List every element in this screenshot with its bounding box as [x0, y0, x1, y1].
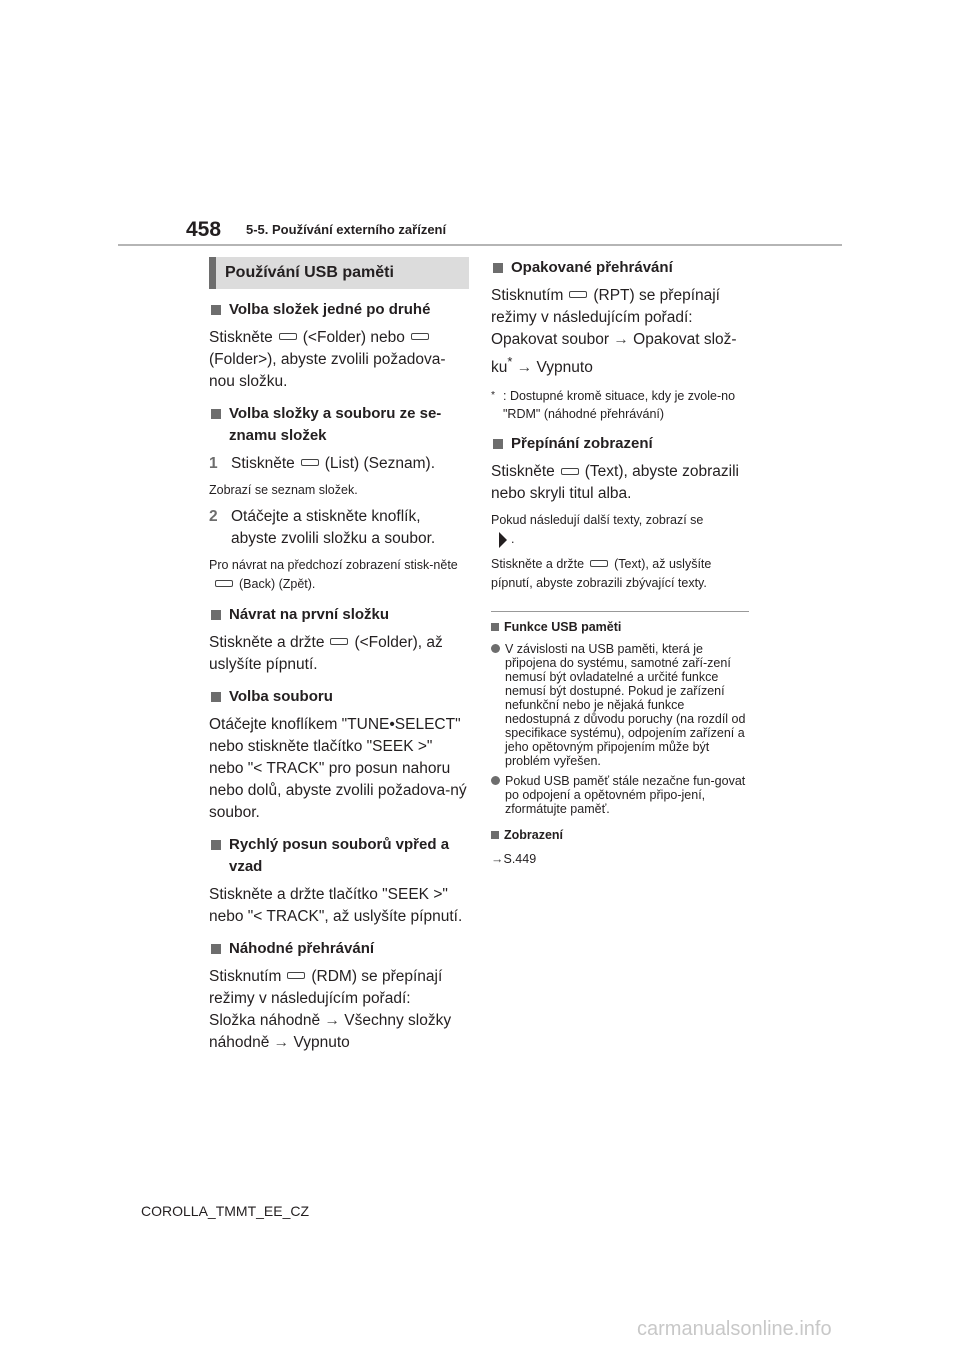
page-number: 458 — [186, 218, 222, 241]
note: Stiskněte a držte (Text), až uslyšíte pípnutí, abyste zobrazili zbývající texty. — [491, 557, 712, 591]
square-bullet-icon — [491, 623, 499, 631]
note: Zobrazí se seznam složek. — [209, 483, 358, 497]
list-item: Pokud USB paměť stále nezačne fun-govat po odpojení a opětovném připo-jení, zformátujte paměť. — [491, 774, 749, 816]
paragraph: Stiskněte a držte (<Folder), až uslyšíte pípnutí. — [209, 634, 443, 673]
header-divider — [118, 244, 842, 246]
square-bullet-icon — [493, 439, 503, 449]
button-icon — [561, 468, 579, 475]
heading-folder-select: Volba složek jedné po druhé — [209, 299, 469, 321]
paragraph: Stisknutím (RPT) se přepínají režimy v následujícím pořadí: Opakovat soubor → Opakovat slož-ku* → Vypnuto — [491, 287, 737, 377]
info-divider — [491, 611, 749, 612]
step-1: 1 Stiskněte (List) (Seznam). — [209, 455, 436, 472]
left-column — [209, 257, 469, 1054]
button-icon — [301, 459, 319, 466]
heading-repeat-play: Opakované přehrávání — [491, 257, 749, 279]
square-bullet-icon — [211, 840, 221, 850]
more-text-arrow-icon — [499, 532, 507, 548]
note: Pokud následují další texty, zobrazí se . — [491, 513, 704, 547]
button-icon — [279, 333, 297, 340]
arrow-icon: → — [613, 331, 629, 348]
right-column — [491, 257, 749, 866]
paragraph: Otáčejte knoflíkem "TUNE•SELECT" nebo stiskněte tlačítko "SEEK >" nebo "< TRACK" pro posun nahoru nebo dolů, abyste zvolili požadova-ný soubor. — [209, 716, 467, 821]
button-icon — [569, 291, 587, 298]
square-bullet-icon — [491, 831, 499, 839]
square-bullet-icon — [211, 409, 221, 419]
list-item: V závislosti na USB paměti, která je připojena do systému, samotné zaří-zení nemusí být ovladatelné a určité funkce nemusí být dostupné. Pokud je zařízení nefunkční nebo je nějaká funkce nedostupná z důvodu poruchy (na rozdíl od specifikace systému), odpojením zařízení a jeho opětovným připojením může být problém vyřešen. — [491, 642, 749, 768]
heading-random-play: Náhodné přehrávání — [209, 938, 469, 960]
square-bullet-icon — [211, 305, 221, 315]
button-icon — [590, 560, 608, 567]
arrow-icon: → — [516, 359, 533, 377]
arrow-icon: → — [273, 1034, 290, 1051]
paragraph: Stiskněte (Text), abyste zobrazili nebo skryli titul alba. — [491, 463, 739, 503]
section-title: 5-5. Používání externího zařízení — [246, 222, 447, 237]
button-icon — [215, 580, 233, 587]
square-bullet-icon — [211, 610, 221, 620]
arrow-icon: → — [491, 852, 504, 867]
note: Pro návrat na předchozí zobrazení stisk-něte(Back) (Zpět). — [209, 558, 458, 591]
footer-code: COROLLA_TMMT_EE_CZ — [141, 1203, 310, 1219]
paragraph: Stiskněte (<Folder) nebo(Folder>), abyste zvolili požadova-nou složku. — [209, 329, 446, 390]
button-icon — [287, 972, 305, 979]
arrow-icon: → — [324, 1012, 340, 1029]
paragraph: Stisknutím (RDM) se přepínají režimy v následujícím pořadí: Složka náhodně → Všechny složky náhodně → Vypnuto — [209, 968, 452, 1051]
heading-display-switch: Přepínání zobrazení — [491, 433, 749, 455]
step-2: 2 Otáčejte a stiskněte knoflík, abyste zvolili složku a soubor. — [209, 508, 436, 547]
square-bullet-icon — [211, 692, 221, 702]
heading-first-folder: Návrat na první složku — [209, 604, 469, 626]
page-reference-link[interactable]: →S.449 — [491, 852, 537, 867]
square-bullet-icon — [493, 263, 503, 273]
paragraph: Stiskněte a držte tlačítko "SEEK >" nebo "< TRACK", až uslyšíte pípnutí. — [209, 886, 463, 925]
bullet-dot-icon — [491, 644, 500, 653]
square-bullet-icon — [211, 944, 221, 954]
bullet-dot-icon — [491, 776, 500, 785]
button-icon — [411, 333, 429, 340]
heading-file-select: Volba souboru — [209, 686, 469, 708]
button-icon — [330, 638, 348, 645]
section-box-heading: Používání USB paměti — [209, 257, 469, 289]
info-heading: Zobrazení — [491, 826, 749, 844]
watermark: carmanualsonline.info — [637, 1318, 832, 1340]
heading-fast-forward: Rychlý posun souborů vpřed a vzad — [209, 834, 469, 878]
heading-list-select: Volba složky a souboru ze se-znamu složek — [209, 403, 469, 447]
footnote: * : Dostupné kromě situace, kdy je zvole-no "RDM" (náhodné přehrávání) — [491, 389, 736, 422]
info-heading: Funkce USB paměti — [491, 618, 749, 636]
